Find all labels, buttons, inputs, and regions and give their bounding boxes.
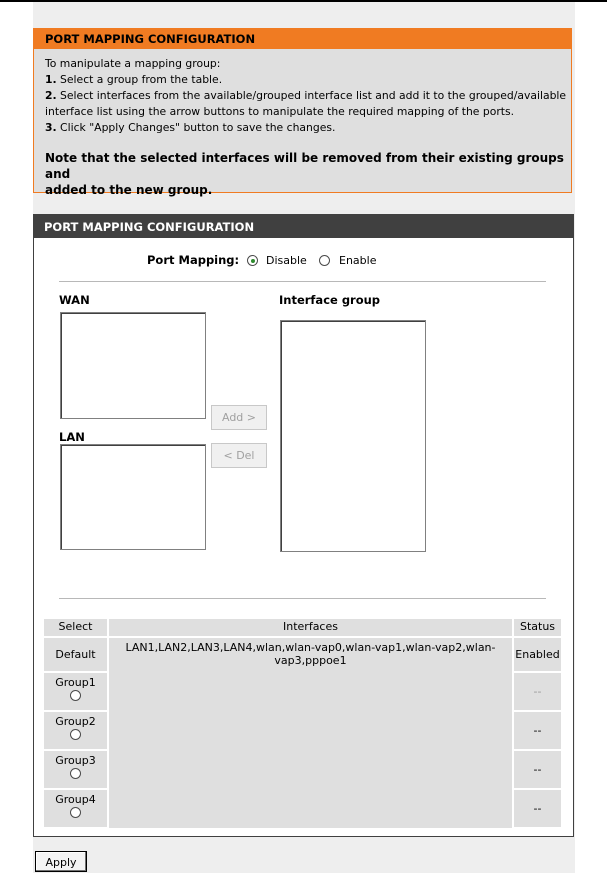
group1-radio[interactable]: [70, 690, 81, 701]
header-status: Status: [514, 619, 561, 636]
group1-status: --: [514, 673, 561, 710]
panel-title: PORT MAPPING CONFIGURATION: [34, 215, 573, 238]
interface-group-label: Interface group: [279, 293, 381, 307]
info-note: Note that the selected interfaces will be removed from their existing groups and added to the new group.: [45, 151, 564, 197]
group-name: Group1: [55, 676, 96, 689]
port-mapping-label: Port Mapping:: [147, 253, 240, 267]
info-box: [33, 28, 572, 197]
add-button[interactable]: Add >: [211, 405, 267, 430]
info-intro: To manipulate a mapping group:: [45, 57, 221, 70]
divider-top: [59, 281, 546, 282]
group-name: Group2: [55, 715, 96, 728]
info-title: PORT MAPPING CONFIGURATION: [34, 29, 571, 49]
table-row: [44, 790, 107, 827]
table-row: [44, 712, 107, 749]
del-button[interactable]: < Del: [211, 443, 267, 468]
interface-group-listbox[interactable]: [280, 320, 426, 552]
header-select: Select: [44, 619, 107, 636]
disable-radio-label[interactable]: Disable: [266, 254, 307, 267]
port-mapping-panel: [33, 214, 574, 837]
row-default-select: Default: [44, 638, 107, 671]
row-default-interfaces: LAN1,LAN2,LAN3,LAN4,wlan,wlan-vap0,wlan-vap1,wlan-vap2,wlan-vap3,pppoe1: [109, 638, 512, 828]
group-name: Group3: [55, 754, 96, 767]
disable-radio[interactable]: [247, 255, 258, 266]
group2-radio[interactable]: [70, 729, 81, 740]
apply-button[interactable]: Apply: [35, 851, 87, 872]
enable-radio[interactable]: [319, 255, 330, 266]
lan-label: LAN: [59, 430, 85, 444]
info-body: [34, 49, 571, 198]
enable-radio-label[interactable]: Enable: [339, 254, 377, 267]
group4-status: --: [514, 790, 561, 827]
wan-label: WAN: [59, 293, 90, 307]
info-step-1: 1. Select a group from the table.: [45, 73, 223, 86]
table-row: [44, 751, 107, 788]
divider-bottom: [59, 598, 546, 599]
wan-listbox[interactable]: [60, 312, 206, 419]
header-interfaces: Interfaces: [109, 619, 512, 636]
group3-radio[interactable]: [70, 768, 81, 779]
info-step-3: 3. Click "Apply Changes" button to save the changes.: [45, 121, 336, 134]
group3-status: --: [514, 751, 561, 788]
info-step-2: 2. Select interfaces from the available/grouped interface list and add it to the grouped/available: [45, 89, 567, 102]
group2-status: --: [514, 712, 561, 749]
group-name: Group4: [55, 793, 96, 806]
row-default-status: Enabled: [514, 638, 561, 671]
group4-radio[interactable]: [70, 807, 81, 818]
info-step-2-cont: interface list using the arrow buttons to manipulate the required mapping of the ports.: [45, 105, 515, 118]
table-row: [44, 673, 107, 710]
lan-listbox[interactable]: [60, 444, 206, 550]
